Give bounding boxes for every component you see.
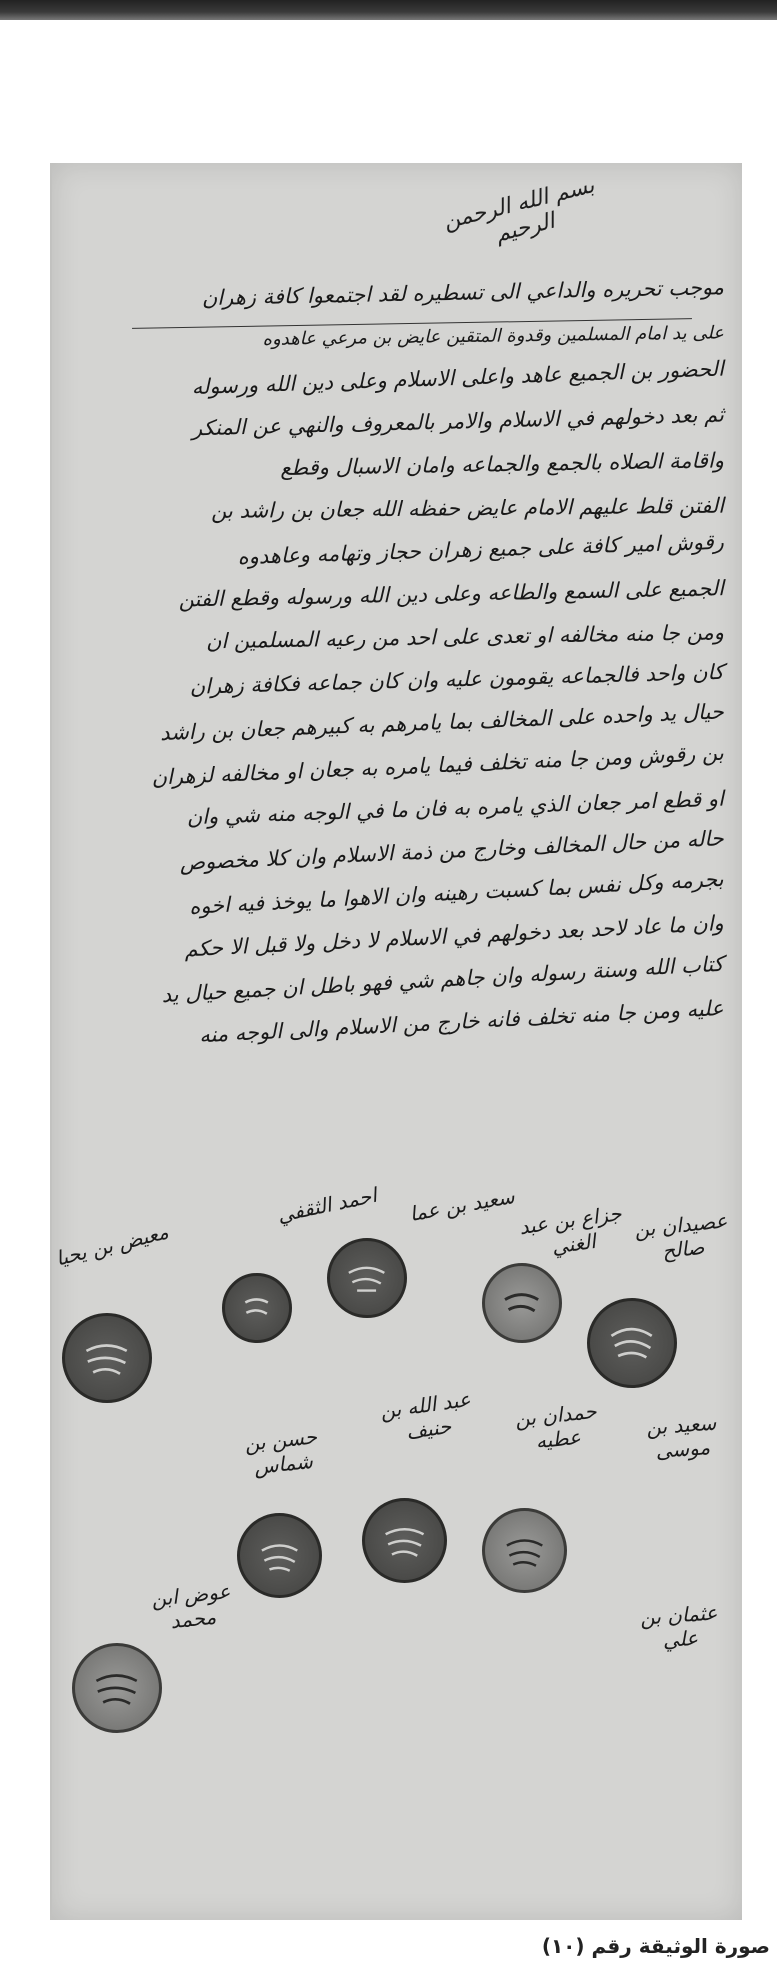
manuscript-line: عليه ومن جا منه تخلف فانه خارج من الاسلام والى الوجه منه <box>198 995 725 1048</box>
manuscript-line: ومن جا منه مخالفه او تعدى على احد من رعيه المسلمين ان <box>205 620 725 654</box>
manuscript-line: رقوش امير كافة على جميع زهران حجاز وتهامه وعاهدوه <box>237 529 725 570</box>
seal-stamp <box>72 1643 162 1733</box>
signature-name: عثمان بن علي <box>639 1600 719 1653</box>
signature-name: جزاع بن عبد الغني <box>517 1201 623 1259</box>
basmala-heading: بسم الله الرحمن الرحيم <box>441 173 597 248</box>
signature-name: عبد الله بن حنيف <box>378 1386 473 1444</box>
manuscript-line: على يد امام المسلمين وقدوة المتقين عايض بن مرعي عاهدوه <box>262 322 725 350</box>
signature-name: سعيد بن موسى <box>645 1410 717 1463</box>
manuscript-line: بن رقوش ومن جا منه تخلف فيما يامره به جعان او مخالفه لزهران <box>151 740 725 790</box>
signature-name: سعيد بن عما <box>407 1183 517 1227</box>
seal-stamp <box>587 1298 677 1388</box>
manuscript-sheet <box>50 163 742 1920</box>
seal-calligraphy <box>73 1324 140 1391</box>
manuscript-line: بجرمه وكل نفس بما كسبت رهينه وان الاهوا ما يوخذ فيه اخوه <box>188 866 725 919</box>
manuscript-line: او قطع امر جعان الذي يامره به فان ما في الوجه منه شي وان <box>186 786 725 830</box>
manuscript-line: موجب تحريره والداعي الى تسطيره لقد اجتمعوا كافة زهران <box>201 275 725 311</box>
seal-calligraphy <box>337 1248 396 1307</box>
signature-name: عصيدان بن صالح <box>633 1208 729 1264</box>
signature-name: عوض ابن محمد <box>150 1578 232 1634</box>
manuscript-line: الفتن قلط عليهم الامام عايض حفظه الله جعان بن راشد بن <box>210 493 725 523</box>
seal-calligraphy <box>83 1654 150 1721</box>
seal-calligraphy <box>248 1524 311 1587</box>
seal-stamp <box>482 1263 562 1343</box>
signature-name: احمد الثقفي <box>275 1182 379 1228</box>
manuscript-line: كتاب الله وسنة رسوله وان جاهم شي فهو باطل ان جميع حيال يد <box>160 951 725 1008</box>
seal-calligraphy <box>231 1282 282 1333</box>
seal-stamp <box>362 1498 447 1583</box>
signature-name: معيض بن يحيا <box>53 1219 171 1271</box>
manuscript-line: وان ما عاد لاحد بعد دخولهم في الاسلام لا دخل ولا قبل الا حكم <box>183 911 725 962</box>
signature-name: حسن بن شماس <box>243 1424 319 1479</box>
manuscript-line: الجميع على السمع والطاعه وعلى دين الله ورسوله وقطع الفتن <box>178 576 725 612</box>
seal-calligraphy <box>598 1309 665 1376</box>
seal-stamp <box>222 1273 292 1343</box>
manuscript-line: حاله من حال المخالف وخارج من ذمة الاسلام وان كلا مخصوص <box>179 826 725 875</box>
manuscript-line: واقامة الصلاه بالجمع والجماعه وامان الاسبال وقطع <box>280 448 725 481</box>
seal-stamp <box>482 1508 567 1593</box>
manuscript-line: ثم بعد دخولهم في الاسلام والامر بالمعروف والنهي عن المنكر <box>191 402 725 441</box>
manuscript-line: حيال يد واحده على المخالف بما يامرهم به كبيرهم جعان بن راشد <box>159 699 725 746</box>
manuscript-line: الحضور بن الجميع عاهد واعلى الاسلام وعلى دين الله ورسوله <box>191 356 725 400</box>
seal-calligraphy <box>492 1273 551 1332</box>
seal-stamp <box>237 1513 322 1598</box>
signature-name: حمدان بن عطيه <box>513 1398 598 1454</box>
document-caption: صورة الوثيقة رقم (١٠) <box>541 1934 770 1958</box>
manuscript-text <box>62 273 732 1047</box>
seal-calligraphy <box>373 1509 436 1572</box>
seal-calligraphy <box>493 1519 556 1582</box>
seal-stamp <box>327 1238 407 1318</box>
manuscript-line: كان واحد فالجماعه يقومون عليه وان كان جماعه فكافة زهران <box>189 659 725 699</box>
top-border-band <box>0 0 777 20</box>
seal-stamp <box>62 1313 152 1403</box>
